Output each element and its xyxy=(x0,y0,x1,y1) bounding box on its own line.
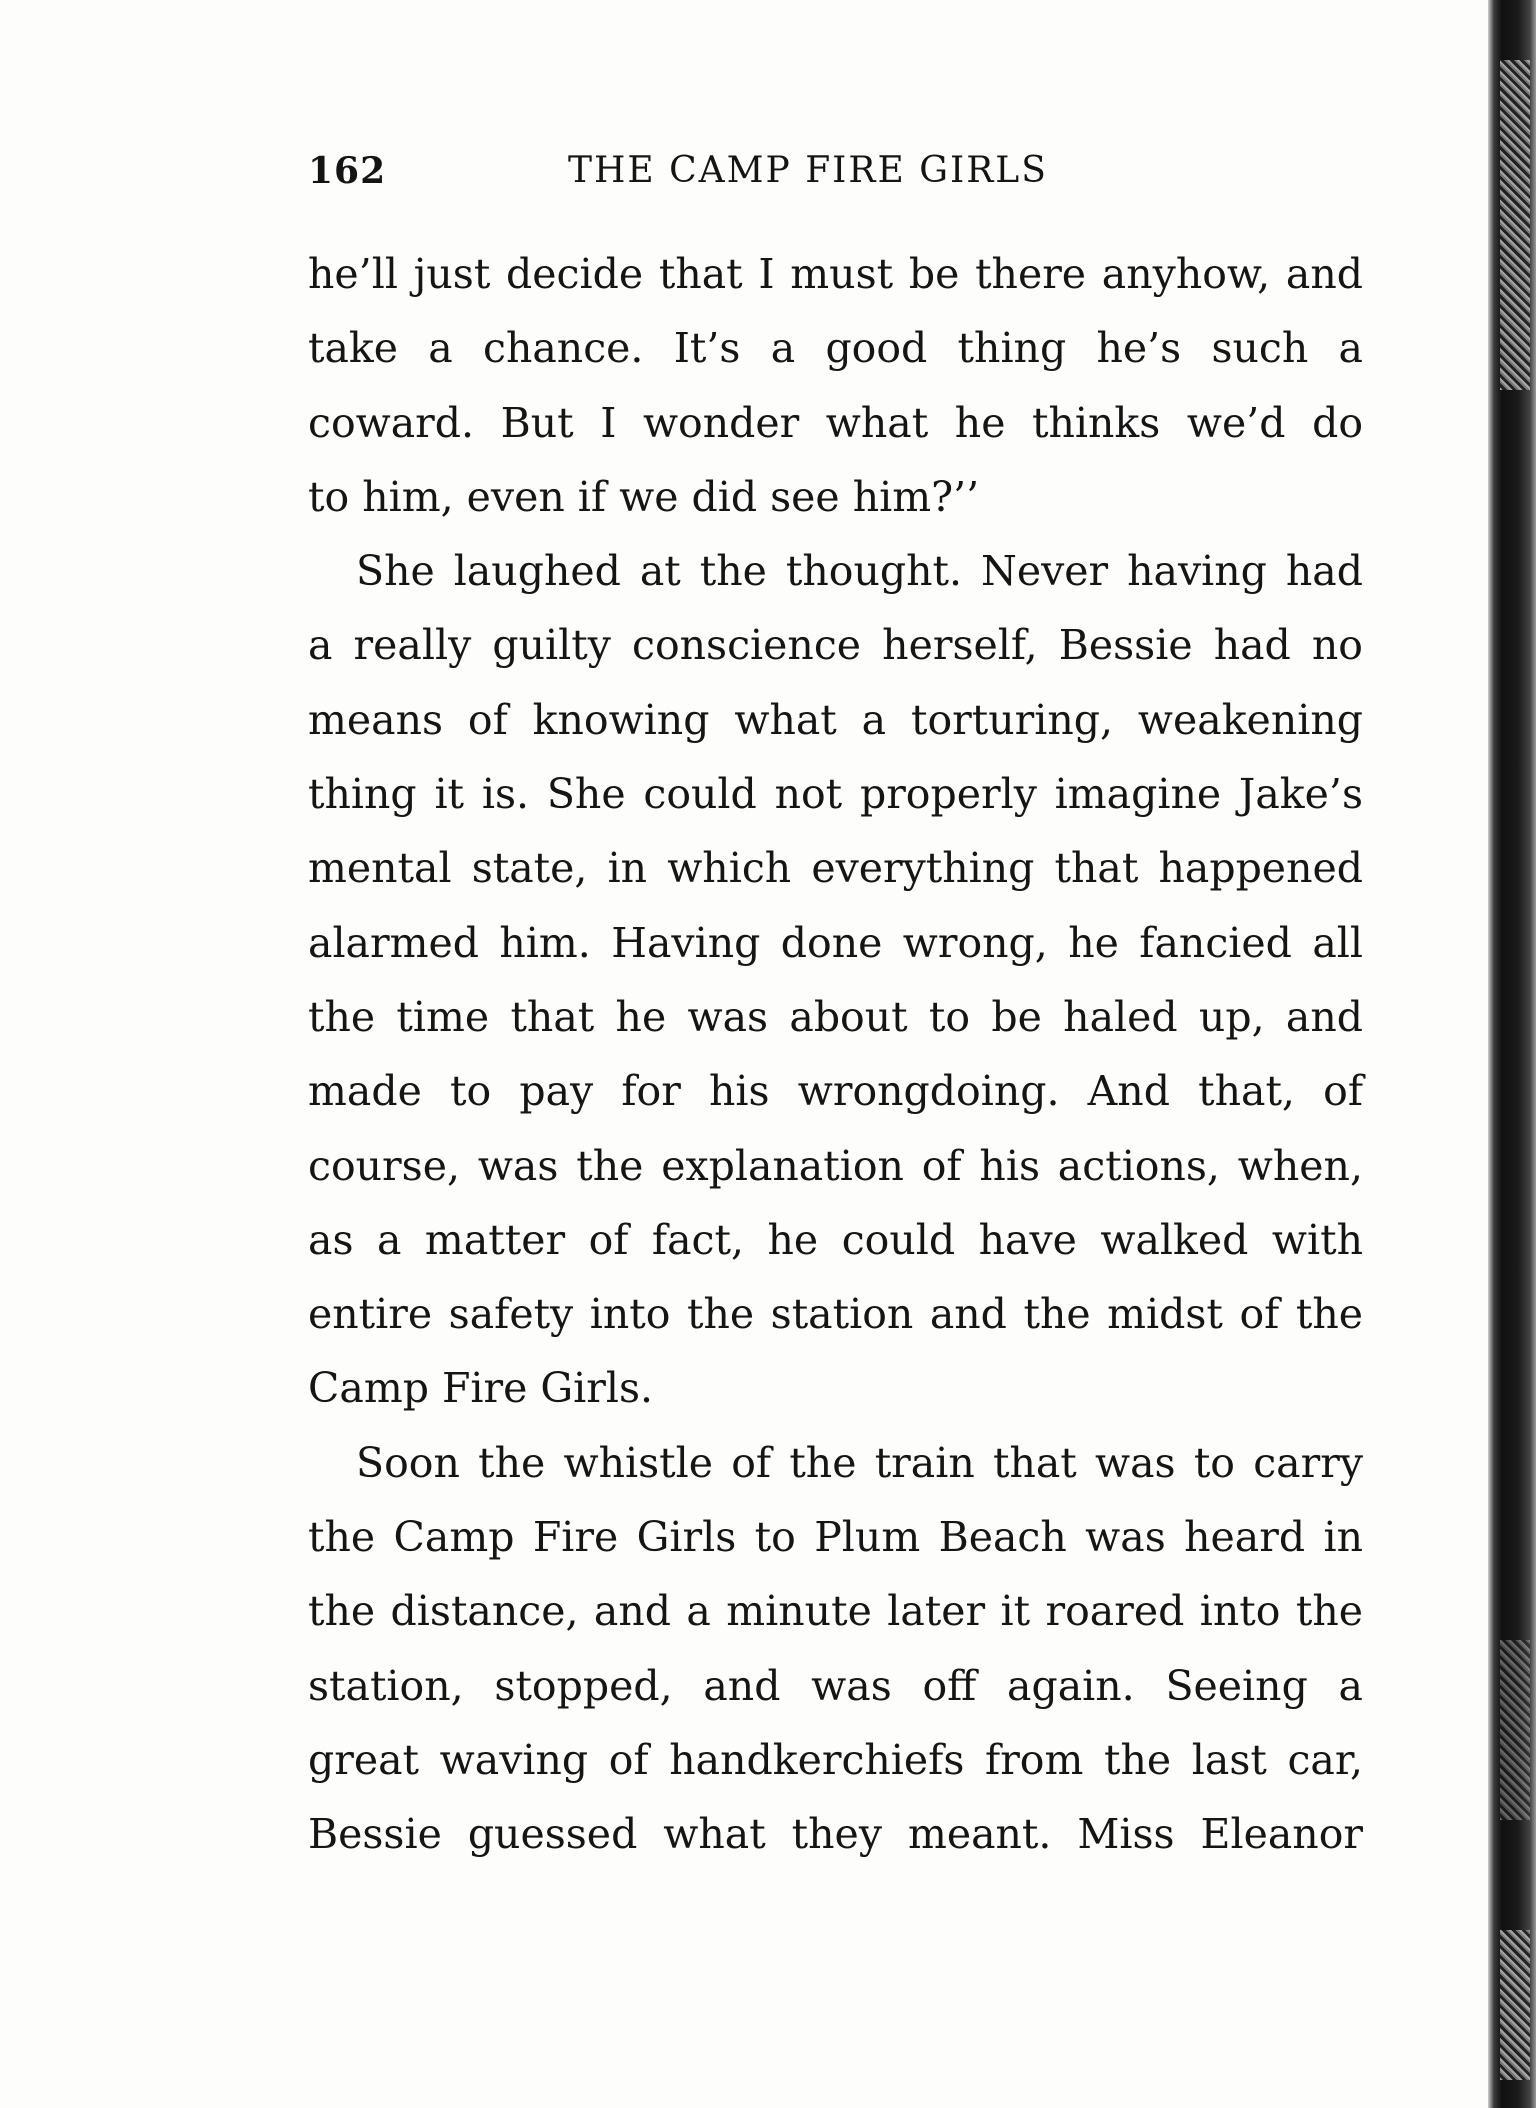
scan-noise xyxy=(1500,1930,1530,2080)
text-line: entire safety into the station and the midst of the xyxy=(308,1290,1363,1339)
running-head: THE CAMP FIRE GIRLS xyxy=(568,150,1048,191)
text-line: made to pay for his wrongdoing. And that, of xyxy=(308,1067,1363,1116)
text-line: She laughed at the thought. Never having had xyxy=(356,547,1363,596)
binding-edge xyxy=(1488,0,1536,2108)
text-line: he’ll just decide that I must be there anyhow, and xyxy=(308,250,1363,298)
text-line: Bessie guessed what they meant. Miss Eleanor xyxy=(308,1810,1363,1859)
text-line: station, stopped, and was off again. Seeing a xyxy=(308,1661,1363,1710)
text-line: alarmed him. Having done wrong, he fancied all xyxy=(308,918,1363,967)
scan-noise xyxy=(1500,60,1530,390)
text-line: as a matter of fact, he could have walked with xyxy=(308,1215,1363,1264)
body-text xyxy=(308,237,1363,1872)
text-line: the distance, and a minute later it roared into the xyxy=(308,1587,1363,1636)
text-line: to him, even if we did see him?’’ xyxy=(308,472,980,521)
text-line: take a chance. It’s a good thing he’s such a xyxy=(308,324,1363,373)
text-line: a really guilty conscience herself, Bessie had no xyxy=(308,621,1363,670)
text-line: Soon the whistle of the train that was to carry xyxy=(356,1438,1363,1487)
scan-noise xyxy=(1500,1640,1530,1820)
text-line: means of knowing what a torturing, weakening xyxy=(308,695,1363,744)
page-number: 162 xyxy=(308,150,387,192)
text-line: the Camp Fire Girls to Plum Beach was heard in xyxy=(308,1513,1363,1562)
text-line: coward. But I wonder what he thinks we’d do xyxy=(308,398,1363,447)
page-header xyxy=(308,150,1308,210)
text-line: course, was the explanation of his actions, when, xyxy=(308,1141,1363,1190)
text-line: Camp Fire Girls. xyxy=(308,1364,654,1413)
text-line: mental state, in which everything that happened xyxy=(308,844,1363,893)
text-line: great waving of handkerchiefs from the last car, xyxy=(308,1735,1363,1784)
text-line: the time that he was about to be haled up, and xyxy=(308,992,1363,1041)
text-line: thing it is. She could not properly imagine Jake’s xyxy=(308,770,1363,819)
